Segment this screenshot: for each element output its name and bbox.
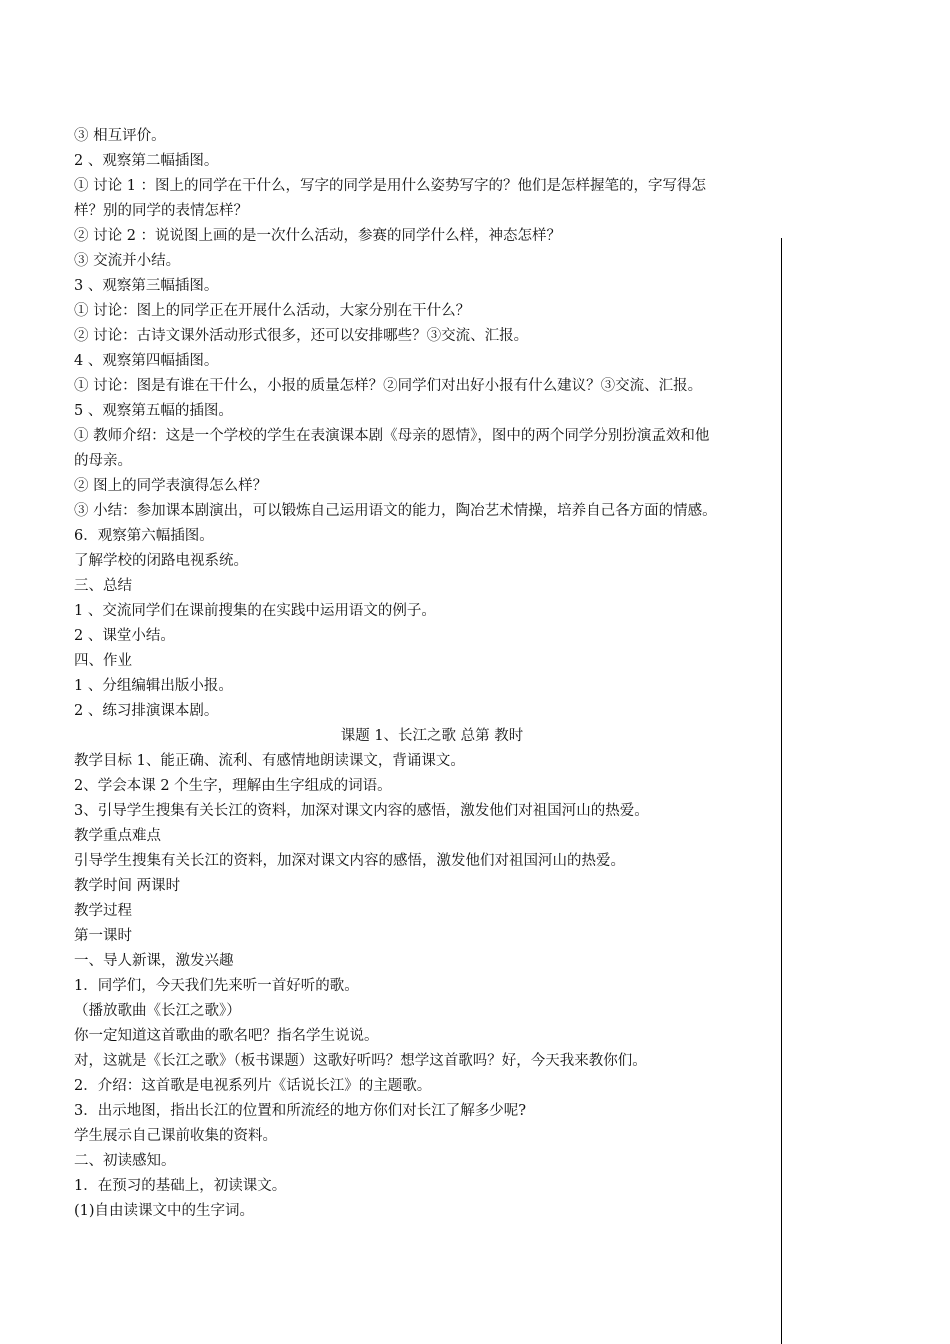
section-heading: 四、作业 [74,653,132,669]
text-line: 了解学校的闭路电视系统。 [74,553,248,569]
section-heading: 第一课时 [74,928,132,944]
text-line: 教学时间 两课时 [74,878,181,894]
document-body [74,124,790,1224]
section-heading: 一、导人新课，激发兴趣 [74,953,234,969]
text-line: ② 讨论：古诗文课外活动形式很多，还可以安排哪些？③交流、汇报。 [74,328,529,344]
text-line: ① 讨论：图是有谁在干什么，小报的质量怎样？②同学们对出好小报有什么建议？③交流、汇报。 [74,378,703,394]
text-line: （播放歌曲《长江之歌》） [74,1003,241,1019]
text-line: 教学目标 1、能正确、流利、有感情地朗读课文，背诵课文。 [74,753,465,769]
text-line: (1)自由读课文中的生字词。 [74,1203,255,1219]
text-line: 2、学会本课 2 个生字，理解由生字组成的词语。 [74,778,392,794]
section-heading: 教学重点难点 [74,828,161,844]
text-line: 你一定知道这首歌曲的歌名吧？指名学生说说。 [74,1028,379,1044]
text-line: 的母亲。 [74,453,132,469]
text-line: 1．同学们，今天我们先来听一首好听的歌。 [74,978,359,994]
text-line: 1．在预习的基础上，初读课文。 [74,1178,287,1194]
text-line: 2 、观察第二幅插图。 [74,153,219,169]
text-line: 2 、练习排演课本剧。 [74,703,219,719]
text-line: ② 图上的同学表演得怎么样？ [74,478,268,494]
text-line: 3、引导学生搜集有关长江的资料，加深对课文内容的感悟，激发他们对祖国河山的热爱。 [74,803,649,819]
lesson-title: 课题 1、长江之歌 总第 教时 [340,728,524,744]
text-line: 3 、观察第三幅插图。 [74,278,219,294]
section-heading: 教学过程 [74,903,132,919]
text-line: 对，这就是《长江之歌》（板书课题）这歌好听吗？想学这首歌吗？好，今天我来教你们。 [74,1053,647,1069]
text-line: 样？别的同学的表情怎样？ [74,203,248,219]
section-heading: 三、总结 [74,578,132,594]
text-line: 6．观察第六幅插图。 [74,528,214,544]
text-line: ① 教师介绍：这是一个学校的学生在表演课本剧《母亲的恩情》，图中的两个同学分别扮演孟效和他 [74,428,710,444]
text-line: 4 、观察第四幅插图。 [74,353,219,369]
text-line: ② 讨论 2 ：说说图上画的是一次什么活动，参赛的同学什么样，神态怎样？ [74,228,562,244]
text-line: 5 、观察第五幅的插图。 [74,403,233,419]
text-line: ③ 小结：参加课本剧演出，可以锻炼自己运用语文的能力，陶冶艺术情操，培养自己各方面的情感。 [74,503,717,519]
text-line: 3．出示地图，指出长江的位置和所流经的地方你们对长江了解多少呢? [74,1103,526,1119]
text-line: 1 、分组编辑出版小报。 [74,678,233,694]
text-line: 1 、交流同学们在课前搜集的在实践中运用语文的例子。 [74,603,436,619]
text-line: ③ 交流并小结。 [74,253,181,269]
text-line: ① 讨论 1 ：图上的同学在干什么，写字的同学是用什么姿势写字的？他们是怎样握笔的，字写得怎 [74,178,707,194]
text-line: 2 、课堂小结。 [74,628,175,644]
section-heading: 二、初读感知。 [74,1153,176,1169]
text-line: 引导学生搜集有关长江的资料，加深对课文内容的感悟，激发他们对祖国河山的热爱。 [74,853,625,869]
text-line: ① 讨论：图上的同学正在开展什么活动，大家分别在干什么？ [74,303,471,319]
text-line: 2．介绍：这首歌是电视系列片《话说长江》的主题歌。 [74,1078,432,1094]
text-line: ③ 相互评价。 [74,128,166,144]
text-line: 学生展示自己课前收集的资料。 [74,1128,277,1144]
